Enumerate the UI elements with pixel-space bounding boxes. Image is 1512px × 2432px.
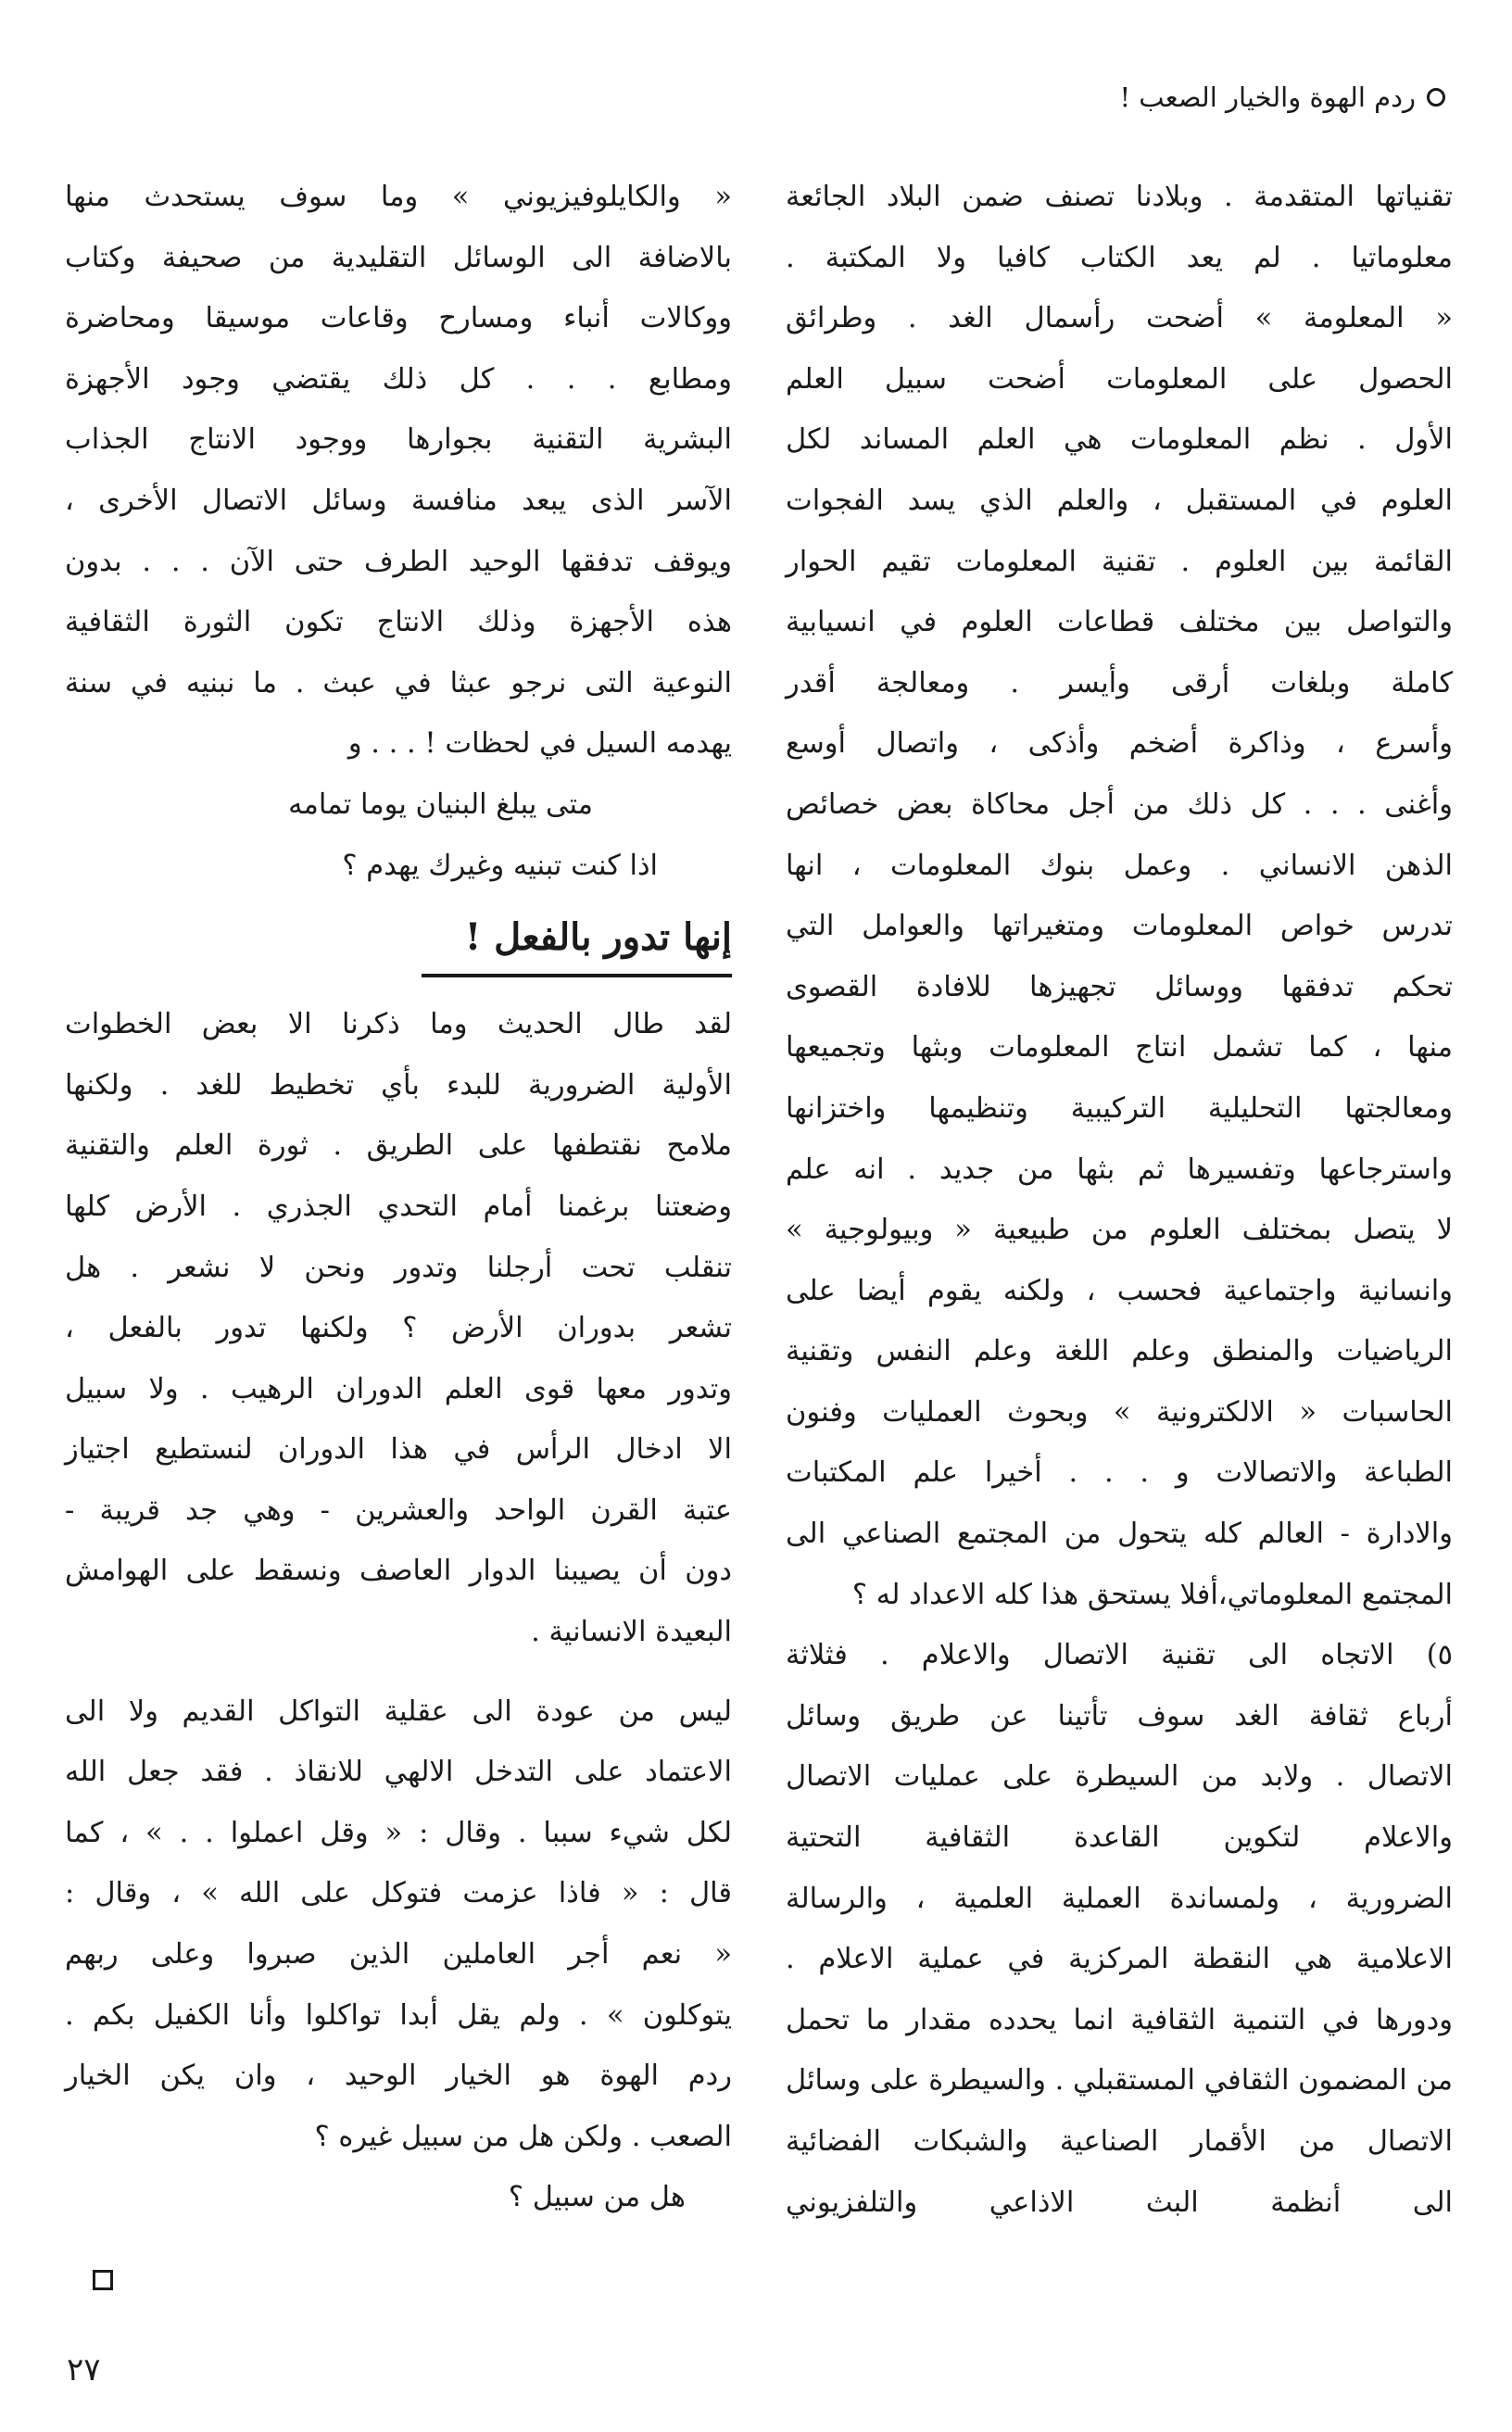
poem-verse (65, 775, 732, 896)
text-line: تقنياتها المتقدمة . وبلادنا تصنف ضمن البلاد الجائعة (786, 181, 1453, 213)
text-line: النوعية التى نرجو عبثا في عبث . ما نبنيه في سنة (65, 666, 732, 699)
text-line: لكل شيء سببا . وقال : « وقل اعملوا . . » ، كما (65, 1816, 732, 1849)
running-title: ردم الهوة والخيار الصعب ! (1119, 82, 1416, 113)
text-line: « المعلومة » أضحت رأسمال الغد . وطرائق (786, 302, 1453, 335)
text-line: يهدمه السيل في لحظات ! . . . و (347, 727, 732, 761)
text-line: والادارة - العالم كله يتحول من المجتمع الصناعي الى (786, 1518, 1453, 1551)
text-line: القائمة بين العلوم . تقنية المعلومات تقيم الحوار (786, 545, 1453, 578)
paragraph (65, 1682, 732, 2168)
text-line: الحاسبات « الالكترونية » وبحوث العمليات وفنون (786, 1395, 1453, 1429)
text-line: وانسانية واجتماعية فحسب ، ولكنه يقوم أيضا على (786, 1274, 1453, 1307)
text-line: دون أن يصيبنا الدوار العاصف ونسقط على الهوامش (65, 1555, 732, 1588)
text-line: وضعتنا برغمنا أمام التحدي الجذري . الأرض كلها (65, 1190, 732, 1223)
text-line: الأول . نظم المعلومات هي العلم المساند لكل (786, 423, 1453, 457)
text-line: تدرس خواص المعلومات ومتغيراتها والعوامل التي (786, 910, 1453, 943)
text-line: ليس من عودة الى عقلية التواكل القديم ولا الى (65, 1695, 732, 1728)
text-line: يتوكلون » . ولم يقل أبدا تواكلوا وأنا الكفيل بكم . (65, 1998, 732, 2032)
text-line: العلوم في المستقبل ، والعلم الذي يسد الفجوات (786, 484, 1453, 517)
text-line: والتواصل بين مختلف قطاعات العلوم في انسيابية (786, 606, 1453, 639)
paragraph-gap (65, 1663, 732, 1682)
text-line: منها ، كما تشمل انتاج المعلومات وبثها وتجميعها (786, 1031, 1453, 1065)
text-line: ودورها في التنمية الثقافية انما يحدده مقدار ما تحمل (786, 2003, 1453, 2036)
text-line: وأسرع ، وذاكرة أضخم وأذكى ، واتصال أوسع (786, 727, 1453, 761)
text-line: بالاضافة الى الوسائل التقليدية من صحيفة وكتاب (65, 241, 732, 274)
text-line: لا يتصل بمختلف العلوم من طبيعية « وبيولوجية » (786, 1214, 1453, 1247)
text-line: الأولية الضرورية للبدء بأي تخطيط للغد . ولكنها (65, 1068, 732, 1102)
text-line: ووكالات أنباء ومسارح وقاعات موسيقا ومحاضرة (65, 302, 732, 335)
text-line: المجتمع المعلوماتي،أفلا يستحق هذا كله الاعداد له ؟ (851, 1578, 1453, 1611)
running-header (1119, 82, 1445, 113)
poem-line: اذا كنت تبنيه وغيرك يهدم ؟ (342, 849, 658, 882)
text-line: والاعلام لتكوين القاعدة الثقافية التحتية (786, 1821, 1453, 1855)
text-line: كاملة وبلغات أرقى وأيسر . ومعالجة أقدر (786, 666, 1453, 699)
text-line: قال : « فاذا عزمت فتوكل على الله » ، وقال : (65, 1877, 732, 1910)
text-line: الاتصال من الأقمار الصناعية والشبكات الفضائية (786, 2125, 1453, 2158)
text-line: تنقلب تحت أرجلنا وتدور ونحن لا نشعر . هل (65, 1251, 732, 1284)
text-line: ٥) الاتجاه الى تقنية الاتصال والاعلام . فثلاثة (786, 1639, 1453, 1672)
end-mark-square-icon (93, 2270, 113, 2290)
text-line: ويوقف تدفقها الوحيد الطرف حتى الآن . . . بدون (65, 545, 732, 578)
text-line: الرياضيات والمنطق وعلم اللغة وعلم النفس وتقنية (786, 1335, 1453, 1368)
text-line: الآسر الذى يبعد منافسة وسائل الاتصال الأخرى ، (65, 484, 732, 517)
paragraph (65, 994, 732, 1663)
text-line: « نعم أجر العاملين الذين صبروا وعلى ربهم (65, 1938, 732, 1972)
text-line: الاتصال . ولابد من السيطرة على عمليات الاتصال (786, 1760, 1453, 1794)
right-column (786, 167, 1453, 2233)
text-line: الضرورية ، ولمساندة العملية العلمية ، والرسالة (786, 1882, 1453, 1915)
text-line: ومطابع . . . كل ذلك يقتضي وجود الأجهزة (65, 362, 732, 396)
text-line: معلوماتيا . لم يعد الكتاب كافيا ولا المكتبة . (786, 241, 1453, 274)
text-line: الصعب . ولكن هل من سبيل غيره ؟ (314, 2120, 732, 2153)
text-line: من المضمون الثقافي المستقبلي . والسيطرة على وسائل (785, 2064, 1453, 2098)
circle-bullet-icon (1427, 88, 1445, 107)
text-line: أرباع ثقافة الغد سوف تأتينا عن طريق وسائل (786, 1699, 1453, 1733)
text-line: البشرية التقنية بجوارها ووجود الانتاج الجذاب (65, 423, 732, 457)
text-line: الاعتماد على التدخل الالهي للانقاذ . فقد جعل الله (65, 1756, 732, 1789)
left-column (65, 167, 732, 2228)
text-line: واسترجاعها وتفسيرها ثم بثها من جديد . انه علم (786, 1153, 1453, 1186)
page-number: ٢٧ (67, 2351, 101, 2388)
text-line: وأغنى . . . كل ذلك من أجل محاكاة بعض خصائص (786, 788, 1453, 821)
text-line: لقد طال الحديث وما ذكرنا الا بعض الخطوات (65, 1008, 732, 1041)
text-line: الطباعة والاتصالات و . . . أخيرا علم المكتبات (786, 1456, 1453, 1490)
text-line: الذهن الانساني . وعمل بنوك المعلومات ، انها (786, 849, 1453, 882)
text-line: عتبة القرن الواحد والعشرين - وهي جد قريبة - (65, 1493, 732, 1527)
text-line: تحكم تدفقها ووسائل تجهيزها للافادة القصوى (786, 970, 1453, 1003)
text-line: الحصول على المعلومات أضحت سبيل العلم (786, 362, 1453, 396)
text-line: الا ادخال الرأس في هذا الدوران لنستطيع اجتياز (65, 1433, 732, 1467)
poem-line: متى يبلغ البنيان يوما تمامه (288, 788, 593, 821)
text-line: الى أنظمة البث الاذاعي والتلفزيوني (786, 2186, 1453, 2219)
section-title: إنها تدور بالفعل ! (464, 915, 732, 960)
closing-question: هل من سبيل ؟ (508, 2181, 686, 2214)
text-line: الاعلامية هي النقطة المركزية في عملية الاعلام . (786, 1943, 1453, 1976)
text-line: هذه الأجهزة وذلك الانتاج تكون الثورة الثقافية (65, 606, 732, 639)
title-underline (422, 974, 732, 977)
text-line: ردم الهوة هو الخيار الوحيد ، وان يكن الخيار (65, 2060, 732, 2093)
text-line: ومعالجتها التحليلية التركيبية وتنظيمها واختزانها (786, 1091, 1453, 1125)
text-line: البعيدة الانسانية . (531, 1616, 732, 1649)
text-line: وتدور معها قوى العلم الدوران الرهيب . ولا سبيل (65, 1372, 732, 1405)
text-line: « والكايلوفيزيوني » وما سوف يستحدث منها (65, 181, 732, 213)
text-line: تشعر بدوران الأرض ؟ ولكنها تدور بالفعل ، (65, 1312, 732, 1345)
text-line: ملامح نقتطفها على الطريق . ثورة العلم والتقنية (65, 1129, 732, 1163)
